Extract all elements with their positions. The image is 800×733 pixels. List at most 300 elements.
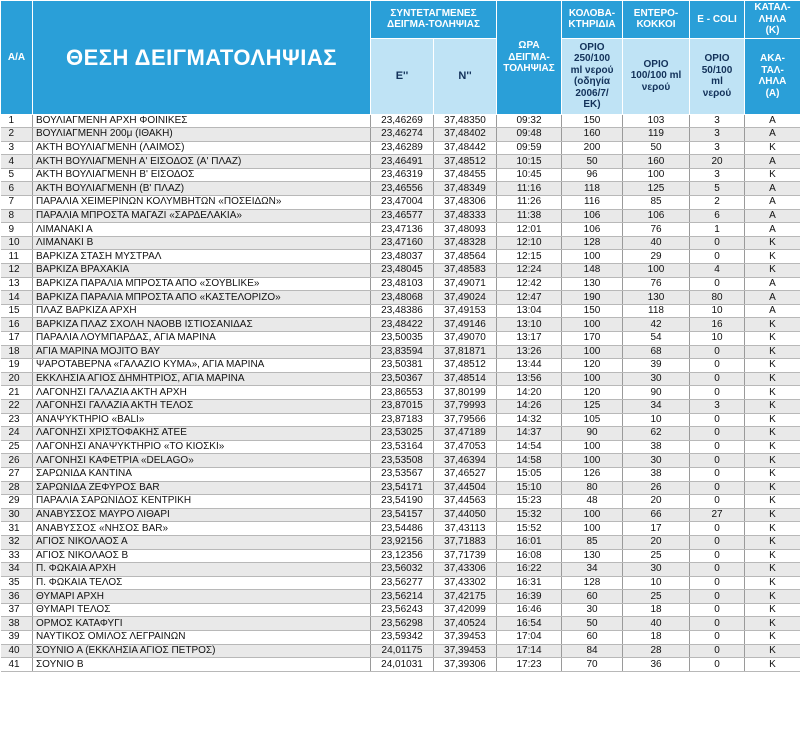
n-coordinate: 37,44504 (434, 481, 497, 495)
classification-value: Κ (745, 332, 800, 346)
classification-value: Κ (745, 590, 800, 604)
classification-value: Α (745, 291, 800, 305)
sampling-time: 12:24 (497, 264, 562, 278)
n-coordinate: 37,48333 (434, 209, 497, 223)
table-row (1, 454, 800, 468)
table-row (1, 413, 800, 427)
table-row (1, 236, 800, 250)
sampling-time: 13:56 (497, 372, 562, 386)
site-name: ΛΑΓΟΝΗΣΙ ΓΑΛΑΖΙΑ ΑΚΤΗ ΤΕΛΟΣ (33, 399, 371, 413)
coliform-value: 100 (562, 250, 623, 264)
ecoli-value: 3 (690, 141, 745, 155)
sampling-time: 17:14 (497, 644, 562, 658)
sampling-time: 09:48 (497, 128, 562, 142)
enterococci-value: 125 (623, 182, 690, 196)
site-name: ΑΝΑΒΥΣΣΟΣ «ΝΗΣΟΣ BAR» (33, 522, 371, 536)
ecoli-value: 0 (690, 481, 745, 495)
header-enterococci (623, 1, 690, 39)
site-name: ΒΑΡΚΙΖΑ ΒΡΑΧΑΚΙΑ (33, 264, 371, 278)
n-coordinate: 37,46394 (434, 454, 497, 468)
enterococci-value: 106 (623, 209, 690, 223)
table-row (1, 399, 800, 413)
header-ecoli: E - COLI (690, 1, 745, 39)
classification-value: Κ (745, 508, 800, 522)
ecoli-value: 5 (690, 182, 745, 196)
table-row (1, 291, 800, 305)
coliform-value: 85 (562, 535, 623, 549)
site-name: ΑΝΑΒΥΣΣΟΣ ΜΑΥΡΟ ΛΙΘΑΡΙ (33, 508, 371, 522)
sampling-time: 16:31 (497, 576, 562, 590)
sampling-time: 14:37 (497, 427, 562, 441)
row-number: 9 (1, 223, 33, 237)
classification-value: Κ (745, 399, 800, 413)
table-row (1, 223, 800, 237)
table-row (1, 372, 800, 386)
e-coordinate: 23,46289 (371, 141, 434, 155)
class-sub-line3: ΛΗΛΑ (758, 76, 787, 87)
table-row (1, 128, 800, 142)
n-coordinate: 37,39453 (434, 644, 497, 658)
ecoli-value: 0 (690, 413, 745, 427)
entero-limit-line2: 100/100 ml (630, 70, 682, 82)
n-coordinate: 37,47189 (434, 427, 497, 441)
classification-value: Κ (745, 250, 800, 264)
ecoli-value: 0 (690, 563, 745, 577)
site-name: ΛΑΓΟΝΗΣΙ ΓΑΛΑΖΙΑ ΑΚΤΗ ΑΡΧΗ (33, 386, 371, 400)
classification-value: Κ (745, 563, 800, 577)
n-coordinate: 37,48402 (434, 128, 497, 142)
row-number: 17 (1, 332, 33, 346)
row-number: 32 (1, 535, 33, 549)
classification-value: Α (745, 155, 800, 169)
e-coordinate: 23,56214 (371, 590, 434, 604)
enterococci-value: 30 (623, 372, 690, 386)
header-entero-line1: ΕΝΤΕΡΟ- (633, 7, 679, 19)
sampling-time: 12:47 (497, 291, 562, 305)
sampling-time: 16:39 (497, 590, 562, 604)
enterococci-value: 103 (623, 114, 690, 128)
row-number: 26 (1, 454, 33, 468)
classification-value: Κ (745, 467, 800, 481)
table-row (1, 209, 800, 223)
classification-value: Κ (745, 318, 800, 332)
ecoli-limit-line1: ΟΡΙΟ (704, 53, 730, 64)
ecoli-value: 80 (690, 291, 745, 305)
e-coordinate: 23,59342 (371, 631, 434, 645)
header-class-line2: ΛΗΛΑ (758, 13, 787, 25)
n-coordinate: 37,48514 (434, 372, 497, 386)
classification-value: Α (745, 209, 800, 223)
site-name: ΠΑΡΑΛΙΑ ΜΠΡΟΣΤΑ ΜΑΓΑΖΙ «ΣΑΡΔΕΛΑΚΙΑ» (33, 209, 371, 223)
e-coordinate: 23,46491 (371, 155, 434, 169)
e-coordinate: 23,56277 (371, 576, 434, 590)
site-name: ΕΚΚΛΗΣΙΑ ΑΓΙΟΣ ΔΗΜΗΤΡΙΟΣ, ΑΓΙΑ ΜΑΡΙΝΑ (33, 372, 371, 386)
coliform-value: 100 (562, 454, 623, 468)
enterococci-value: 26 (623, 481, 690, 495)
coliform-value: 128 (562, 236, 623, 250)
header-class-sub (745, 38, 800, 114)
row-number: 3 (1, 141, 33, 155)
e-coordinate: 23,48045 (371, 264, 434, 278)
e-coordinate: 23,53164 (371, 440, 434, 454)
enterococci-value: 10 (623, 413, 690, 427)
enterococci-value: 76 (623, 277, 690, 291)
ecoli-value: 0 (690, 576, 745, 590)
classification-value: Α (745, 196, 800, 210)
ecoli-value: 6 (690, 209, 745, 223)
n-coordinate: 37,48564 (434, 250, 497, 264)
enterococci-value: 50 (623, 141, 690, 155)
coliform-value: 100 (562, 440, 623, 454)
n-coordinate: 37,79993 (434, 399, 497, 413)
coliform-limit-line1: ΟΡΙΟ (579, 41, 605, 53)
header-coordinates-line2: ΔΕΙΓΜΑ-ΤΟΛΗΨΙΑΣ (387, 19, 480, 31)
sampling-time: 14:26 (497, 399, 562, 413)
table-row (1, 603, 800, 617)
row-number: 41 (1, 658, 33, 672)
table-row (1, 576, 800, 590)
ecoli-value: 0 (690, 277, 745, 291)
sampling-time: 09:59 (497, 141, 562, 155)
header-coliform-line1: ΚΟΛΟΒΑ- (568, 7, 616, 19)
site-name: ΑΚΤΗ ΒΟΥΛΙΑΓΜΕΝΗ (ΛΑΙΜΟΣ) (33, 141, 371, 155)
e-coordinate: 23,46319 (371, 168, 434, 182)
e-coordinate: 23,46577 (371, 209, 434, 223)
table-row (1, 264, 800, 278)
ecoli-limit-line3: ml (711, 76, 723, 87)
site-name: ΠΑΡΑΛΙΑ ΛΟΥΜΠΑΡΔΑΣ, ΑΓΙΑ ΜΑΡΙΝΑ (33, 332, 371, 346)
n-coordinate: 37,71739 (434, 549, 497, 563)
enterococci-value: 10 (623, 576, 690, 590)
table-row (1, 141, 800, 155)
table-row (1, 345, 800, 359)
row-number: 30 (1, 508, 33, 522)
coliform-value: 130 (562, 277, 623, 291)
sampling-time: 17:23 (497, 658, 562, 672)
site-name: ΠΑΡΑΛΙΑ ΣΑΡΩΝΙΔΟΣ ΚΕΝΤΡΙΚΗ (33, 495, 371, 509)
ecoli-value: 2 (690, 196, 745, 210)
site-name: ΑΚΤΗ ΒΟΥΛΙΑΓΜΕΝΗ Β' ΕΙΣΟΔΟΣ (33, 168, 371, 182)
coliform-value: 126 (562, 467, 623, 481)
site-name: ΣΟΥΝΙΟ Β (33, 658, 371, 672)
coliform-value: 120 (562, 359, 623, 373)
enterococci-value: 42 (623, 318, 690, 332)
row-number: 34 (1, 563, 33, 577)
table-row (1, 114, 800, 128)
ecoli-value: 0 (690, 250, 745, 264)
classification-value: Κ (745, 359, 800, 373)
e-coordinate: 23,56298 (371, 617, 434, 631)
classification-value: Α (745, 114, 800, 128)
e-coordinate: 23,87183 (371, 413, 434, 427)
enterococci-value: 62 (623, 427, 690, 441)
e-coordinate: 24,01031 (371, 658, 434, 672)
e-coordinate: 23,46274 (371, 128, 434, 142)
row-number: 40 (1, 644, 33, 658)
n-coordinate: 37,49153 (434, 304, 497, 318)
classification-value: Κ (745, 427, 800, 441)
n-coordinate: 37,80199 (434, 386, 497, 400)
ecoli-value: 0 (690, 440, 745, 454)
classification-value: Κ (745, 549, 800, 563)
coliform-value: 150 (562, 304, 623, 318)
e-coordinate: 23,48037 (371, 250, 434, 264)
n-coordinate: 37,48512 (434, 359, 497, 373)
header-classification (745, 1, 800, 39)
classification-value: Κ (745, 236, 800, 250)
e-coordinate: 23,47004 (371, 196, 434, 210)
sampling-time: 16:08 (497, 549, 562, 563)
coliform-value: 148 (562, 264, 623, 278)
row-number: 28 (1, 481, 33, 495)
coliform-value: 100 (562, 318, 623, 332)
enterococci-value: 40 (623, 617, 690, 631)
enterococci-value: 17 (623, 522, 690, 536)
ecoli-value: 10 (690, 332, 745, 346)
classification-value: Κ (745, 345, 800, 359)
classification-value: Α (745, 304, 800, 318)
row-number: 6 (1, 182, 33, 196)
coliform-value: 30 (562, 603, 623, 617)
e-coordinate: 23,50035 (371, 332, 434, 346)
table-row (1, 318, 800, 332)
site-name: ΑΚΤΗ ΒΟΥΛΙΑΓΜΕΝΗ Α' ΕΙΣΟΔΟΣ (Α' ΠΛΑΖ) (33, 155, 371, 169)
coliform-value: 48 (562, 495, 623, 509)
ecoli-value: 0 (690, 495, 745, 509)
sampling-time: 09:32 (497, 114, 562, 128)
e-coordinate: 23,53567 (371, 467, 434, 481)
coliform-value: 60 (562, 631, 623, 645)
classification-value: Κ (745, 168, 800, 182)
site-name: ΘΥΜΑΡΙ ΑΡΧΗ (33, 590, 371, 604)
entero-limit-line1: ΟΡΙΟ (643, 58, 669, 70)
sampling-time: 14:54 (497, 440, 562, 454)
site-name: ΑΓΙΑ ΜΑΡΙΝΑ ΜΟJΙΤΟ ΒΑΥ (33, 345, 371, 359)
row-number: 1 (1, 114, 33, 128)
ecoli-value: 0 (690, 467, 745, 481)
coliform-limit-line5: 2006/7/ (575, 87, 609, 99)
e-coordinate: 23,48386 (371, 304, 434, 318)
ecoli-value: 0 (690, 549, 745, 563)
row-number: 7 (1, 196, 33, 210)
site-name: Π. ΦΩΚΑΙΑ ΑΡΧΗ (33, 563, 371, 577)
n-coordinate: 37,48328 (434, 236, 497, 250)
ecoli-value: 3 (690, 128, 745, 142)
table-row (1, 155, 800, 169)
ecoli-value: 0 (690, 631, 745, 645)
sampling-time: 10:45 (497, 168, 562, 182)
table-row (1, 617, 800, 631)
row-number: 39 (1, 631, 33, 645)
row-number: 8 (1, 209, 33, 223)
enterococci-value: 160 (623, 155, 690, 169)
coliform-value: 50 (562, 617, 623, 631)
n-coordinate: 37,48512 (434, 155, 497, 169)
site-name: ΝΑΥΤΙΚΟΣ ΟΜΙΛΟΣ ΛΕΓΡΑΙΝΩΝ (33, 631, 371, 645)
classification-value: Α (745, 277, 800, 291)
enterococci-value: 118 (623, 304, 690, 318)
n-coordinate: 37,43306 (434, 563, 497, 577)
classification-value: Κ (745, 576, 800, 590)
sampling-time: 13:44 (497, 359, 562, 373)
enterococci-value: 90 (623, 386, 690, 400)
coliform-value: 190 (562, 291, 623, 305)
n-coordinate: 37,49146 (434, 318, 497, 332)
e-coordinate: 23,48103 (371, 277, 434, 291)
e-coordinate: 23,56032 (371, 563, 434, 577)
n-coordinate: 37,39453 (434, 631, 497, 645)
header-e-coordinate: Ε'' (371, 38, 434, 114)
sampling-time: 12:15 (497, 250, 562, 264)
table-row (1, 508, 800, 522)
table-row (1, 440, 800, 454)
e-coordinate: 23,50381 (371, 359, 434, 373)
ecoli-value: 3 (690, 168, 745, 182)
classification-value: Κ (745, 617, 800, 631)
classification-value: Κ (745, 454, 800, 468)
row-number: 24 (1, 427, 33, 441)
enterococci-value: 130 (623, 291, 690, 305)
site-name: ΟΡΜΟΣ ΚΑΤΑΦΥΓΙ (33, 617, 371, 631)
sampling-time: 16:22 (497, 563, 562, 577)
ecoli-value: 3 (690, 399, 745, 413)
table-row (1, 168, 800, 182)
sampling-time: 15:52 (497, 522, 562, 536)
ecoli-value: 10 (690, 304, 745, 318)
row-number: 18 (1, 345, 33, 359)
header-class-line1: ΚΑΤΑΛ- (754, 2, 791, 13)
e-coordinate: 23,56243 (371, 603, 434, 617)
row-number: 36 (1, 590, 33, 604)
n-coordinate: 37,42099 (434, 603, 497, 617)
e-coordinate: 23,54190 (371, 495, 434, 509)
row-number: 14 (1, 291, 33, 305)
table-row (1, 535, 800, 549)
classification-value: Κ (745, 658, 800, 672)
n-coordinate: 37,39306 (434, 658, 497, 672)
table-row (1, 644, 800, 658)
site-name: ΛΙΜΑΝΑΚΙ Α (33, 223, 371, 237)
n-coordinate: 37,40524 (434, 617, 497, 631)
coliform-value: 106 (562, 209, 623, 223)
e-coordinate: 23,54171 (371, 481, 434, 495)
table-body (1, 114, 800, 671)
table-row (1, 563, 800, 577)
row-number: 21 (1, 386, 33, 400)
row-number: 37 (1, 603, 33, 617)
site-name: ΛΑΓΟΝΗΣΙ ΧΡΙΣΤΟΦΑΚΗΣ ΑΤΕΕ (33, 427, 371, 441)
table-row (1, 182, 800, 196)
n-coordinate: 37,49070 (434, 332, 497, 346)
e-coordinate: 24,01175 (371, 644, 434, 658)
classification-value: Κ (745, 495, 800, 509)
classification-value: Κ (745, 603, 800, 617)
enterococci-value: 66 (623, 508, 690, 522)
row-number: 27 (1, 467, 33, 481)
header-time-line3: ΤΟΛΗΨΙΑΣ (503, 63, 555, 74)
coliform-value: 150 (562, 114, 623, 128)
coliform-value: 50 (562, 155, 623, 169)
row-number: 25 (1, 440, 33, 454)
coliform-value: 160 (562, 128, 623, 142)
table-row (1, 631, 800, 645)
enterococci-value: 85 (623, 196, 690, 210)
classification-value: Α (745, 182, 800, 196)
classification-value: Κ (745, 264, 800, 278)
ecoli-value: 0 (690, 454, 745, 468)
n-coordinate: 37,49024 (434, 291, 497, 305)
table-row (1, 549, 800, 563)
coliform-value: 34 (562, 563, 623, 577)
enterococci-value: 40 (623, 236, 690, 250)
enterococci-value: 68 (623, 345, 690, 359)
row-number: 23 (1, 413, 33, 427)
ecoli-limit-line2: 50/100 (701, 64, 733, 76)
header-coordinates (371, 1, 497, 39)
row-number: 10 (1, 236, 33, 250)
enterococci-value: 100 (623, 264, 690, 278)
classification-value: Κ (745, 440, 800, 454)
site-name: ΣΑΡΩΝΙΔΑ ΖΕΦΥΡΟΣ BAR (33, 481, 371, 495)
row-number: 11 (1, 250, 33, 264)
header-coliform (562, 1, 623, 39)
row-number: 4 (1, 155, 33, 169)
sampling-time: 16:46 (497, 603, 562, 617)
classification-value: Κ (745, 386, 800, 400)
n-coordinate: 37,47053 (434, 440, 497, 454)
ecoli-value: 0 (690, 359, 745, 373)
coliform-limit-line3: ml νερού (570, 64, 614, 76)
enterococci-value: 54 (623, 332, 690, 346)
coliform-value: 100 (562, 522, 623, 536)
sampling-time: 13:10 (497, 318, 562, 332)
enterococci-value: 119 (623, 128, 690, 142)
e-coordinate: 23,12356 (371, 549, 434, 563)
site-name: ΘΥΜΑΡΙ ΤΕΛΟΣ (33, 603, 371, 617)
n-coordinate: 37,48583 (434, 264, 497, 278)
ecoli-value: 0 (690, 658, 745, 672)
table-row (1, 277, 800, 291)
coliform-limit-line6: ΕΚ) (583, 99, 601, 110)
row-number: 2 (1, 128, 33, 142)
row-number: 19 (1, 359, 33, 373)
ecoli-value: 0 (690, 603, 745, 617)
ecoli-value: 27 (690, 508, 745, 522)
site-name: ΛΑΓΟΝΗΣΙ ΚΑΦΕΤΡΙΑ «DELAGO» (33, 454, 371, 468)
table-header (1, 1, 800, 115)
site-name: ΒΑΡΚΙΖΑ ΠΛΑΖ ΣΧΟΛΗ ΝΑΟΒΒ ΙΣΤΙΟΣΑΝΙΔΑΣ (33, 318, 371, 332)
row-number: 16 (1, 318, 33, 332)
table-row (1, 481, 800, 495)
header-time-line1: ΩΡΑ (518, 40, 540, 51)
header-n-coordinate: Ν'' (434, 38, 497, 114)
coliform-value: 60 (562, 590, 623, 604)
coliform-value: 120 (562, 386, 623, 400)
coliform-value: 170 (562, 332, 623, 346)
sampling-time: 12:01 (497, 223, 562, 237)
sampling-time: 11:16 (497, 182, 562, 196)
n-coordinate: 37,44050 (434, 508, 497, 522)
ecoli-value: 0 (690, 535, 745, 549)
classification-value: Κ (745, 535, 800, 549)
site-name: ΣΑΡΩΝΙΔΑ ΚΑΝΤΙΝΑ (33, 467, 371, 481)
ecoli-value: 0 (690, 590, 745, 604)
sampling-time: 17:04 (497, 631, 562, 645)
sampling-time: 11:38 (497, 209, 562, 223)
enterococci-value: 25 (623, 590, 690, 604)
site-name: ΑΝΑΨΥΚΤΗΡΙΟ «BALI» (33, 413, 371, 427)
coliform-value: 96 (562, 168, 623, 182)
